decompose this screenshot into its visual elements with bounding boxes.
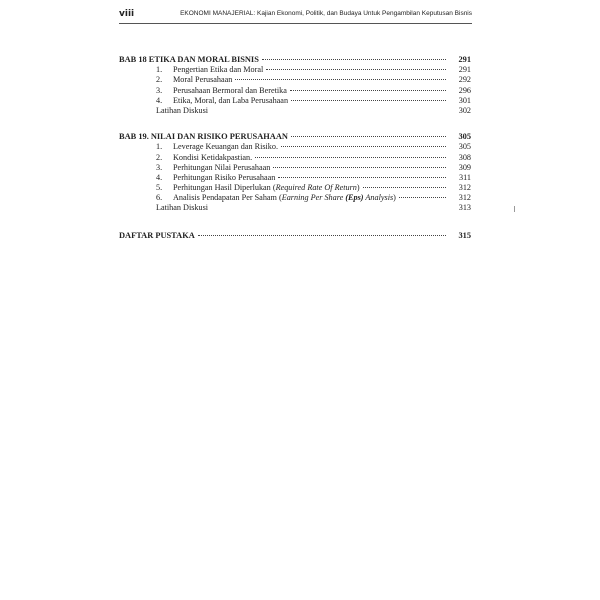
section-title	[156, 193, 396, 203]
chapter-page-number: 291	[458, 55, 471, 64]
toc-section-entry[interactable]	[119, 153, 471, 163]
toc-section-entry[interactable]	[119, 183, 471, 193]
discussion-page-number: 302	[458, 105, 471, 115]
section-title	[156, 96, 288, 106]
header-rule	[119, 23, 472, 24]
dot-leader	[281, 146, 446, 147]
section-page-number: 291	[458, 65, 471, 75]
discussion-title: Latihan Diskusi	[156, 105, 209, 115]
section-title	[156, 142, 278, 152]
section-number: 4.	[156, 172, 163, 182]
section-number: 4.	[156, 95, 163, 105]
dot-leader	[291, 100, 446, 101]
section-page-number: 301	[458, 95, 471, 105]
toc-section-entry[interactable]	[119, 142, 471, 152]
section-title-text: Pengertian Etika dan Moral	[173, 65, 264, 75]
section-gap	[119, 116, 471, 132]
bibliography-page-number: 315	[458, 230, 471, 240]
section-page-number: 305	[458, 142, 471, 152]
section-title-text: Etika, Moral, dan Laba Perusahaan	[173, 95, 289, 105]
section-title-text: (Eps)	[345, 193, 364, 203]
section-page-number: 312	[458, 193, 471, 203]
section-title-text: Analisis Pendapatan Per Saham (	[173, 193, 282, 203]
section-title-text: Required Rate Of Return	[275, 183, 357, 193]
discussion-page-number: 313	[458, 203, 471, 213]
dot-leader	[363, 187, 446, 188]
dot-leader	[235, 79, 446, 80]
section-number: 2.	[156, 152, 163, 162]
dot-leader	[278, 177, 446, 178]
section-title	[156, 65, 263, 75]
running-header	[119, 9, 472, 23]
section-title-text: Perhitungan Nilai Perusahaan	[173, 162, 271, 172]
section-page-number: 311	[459, 172, 471, 182]
section-page-number: 308	[458, 152, 471, 162]
section-gap	[119, 214, 471, 231]
section-title-text: Analysis	[363, 193, 394, 203]
section-page-number: 292	[458, 75, 471, 85]
toc-bibliography-entry[interactable]	[119, 231, 471, 241]
section-title-text: )	[393, 193, 396, 203]
dot-leader	[262, 59, 446, 60]
dot-leader	[290, 90, 446, 91]
section-number: 1.	[156, 65, 163, 75]
toc-section-entry[interactable]	[119, 163, 471, 173]
section-title-text: )	[356, 183, 360, 193]
section-title	[156, 163, 270, 173]
toc-section-entry[interactable]	[119, 193, 471, 203]
dot-leader	[273, 167, 446, 168]
dot-leader	[198, 235, 446, 236]
dot-leader	[266, 69, 446, 70]
section-page-number: 309	[458, 162, 471, 172]
section-title-text: Perhitungan Hasil Diperlukan (	[173, 183, 276, 193]
section-title-text: Earning Per Share	[281, 193, 346, 203]
section-title	[156, 173, 275, 183]
section-page-number: 296	[458, 85, 471, 95]
toc-discussion-entry[interactable]	[119, 106, 471, 116]
toc-chapter-entry[interactable]	[119, 55, 471, 65]
bibliography-title: DAFTAR PUSTAKA	[119, 230, 195, 240]
toc-section-entry[interactable]	[119, 96, 471, 106]
dot-leader	[399, 197, 446, 198]
chapter-title: BAB 19. NILAI DAN RISIKO PERUSAHAAN	[119, 132, 288, 142]
toc-section-entry[interactable]	[119, 65, 471, 75]
section-title-text: Kondisi Ketidakpastian.	[173, 152, 253, 162]
section-title	[156, 183, 360, 193]
toc-section-entry[interactable]	[119, 86, 471, 96]
dot-leader	[291, 136, 446, 137]
toc-discussion-entry[interactable]	[119, 203, 471, 213]
book-title: EKONOMI MANAJERIAL: Kajian Ekonomi, Politik, dan Budaya Untuk Pengambilan Keputusan Bisnis	[180, 10, 472, 17]
toc-section-entry[interactable]	[119, 173, 471, 183]
toc-section-entry[interactable]	[119, 75, 471, 85]
dot-leader	[255, 157, 446, 158]
section-title	[156, 153, 252, 163]
table-of-contents	[119, 55, 471, 241]
section-number: 2.	[156, 75, 163, 85]
chapter-page-number: 305	[458, 132, 471, 142]
section-number: 3.	[156, 85, 163, 95]
margin-mark	[514, 206, 515, 212]
section-number: 5.	[156, 183, 163, 193]
page-number: viii	[119, 9, 135, 19]
section-number: 6.	[156, 193, 163, 203]
discussion-title: Latihan Diskusi	[156, 203, 209, 213]
section-title-text: Leverage Keuangan dan Risiko.	[173, 142, 279, 152]
toc-chapter-entry[interactable]	[119, 132, 471, 142]
section-number: 3.	[156, 162, 163, 172]
section-title-text: Perusahaan Bermoral dan Beretika	[173, 85, 287, 95]
section-number: 1.	[156, 142, 163, 152]
section-title	[156, 75, 232, 85]
section-page-number: 312	[458, 183, 471, 193]
section-title	[156, 86, 287, 96]
section-title-text: Moral Perusahaan	[173, 75, 233, 85]
section-title-text: Perhitungan Risiko Perusahaan	[173, 172, 276, 182]
chapter-title: BAB 18 ETIKA DAN MORAL BISNIS	[119, 55, 259, 64]
